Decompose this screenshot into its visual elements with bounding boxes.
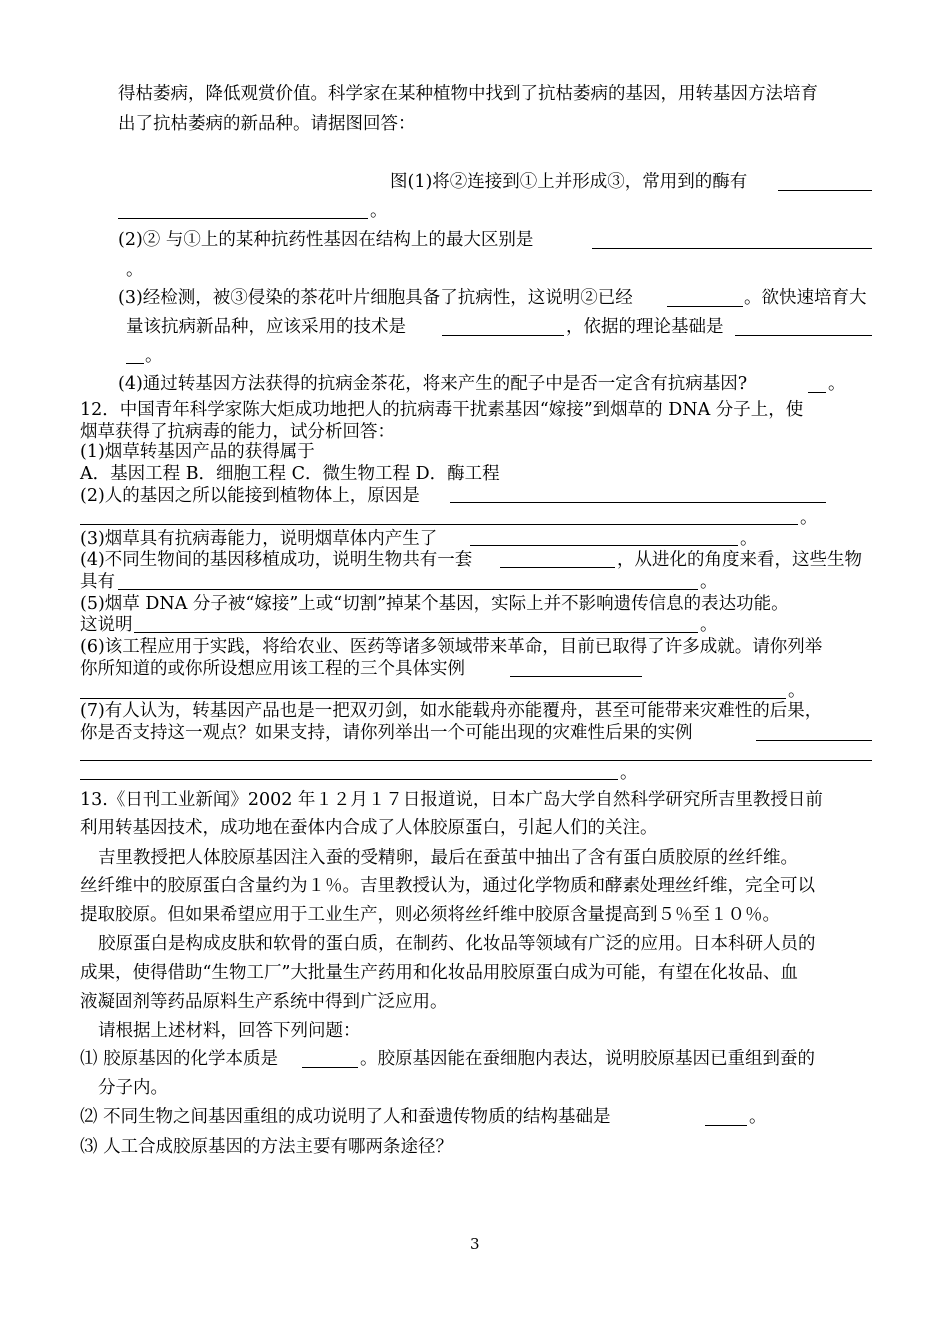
q13-line-4: 丝纤维中的胶原蛋白含量约为１％。吉里教授认为，通过化学物质和酵素处理丝纤维，完全可以 [80,876,815,896]
q12-sub3: (3)烟草具有抗病毒能力，说明烟草体内产生了 [80,529,438,549]
q12-sub5-text-a: (5)烟草 DNA 分子被“嫁接”上或“切割”掉某个基因，实际上并不影响遗传信息的表达功能。 [80,594,789,614]
q12-sub5-text-b: 这说明 [80,615,133,635]
q13-q2-text: ⑵ 不同生物之间基因重组的成功说明了人和蚕遗传物质的结构基础是 [80,1107,611,1127]
q12-sub1: (1)烟草转基因产品的获得属于 [80,442,315,462]
q11-part3-blank-a[interactable] [667,306,743,307]
q11-part1-blank-a[interactable] [778,190,872,191]
q12-sub5-end: 。 [700,615,718,635]
q13-line-2: 利用转基因技术，成功地在蚕体内合成了人体胶原蛋白，引起人们的关注。 [80,818,658,838]
q12-sub7-text-b: 你是否支持这一观点？如果支持，请你列举出一个可能出现的灾难性后果的实例 [80,723,693,743]
q12-sub6-blank-b[interactable] [80,698,786,699]
q12-sub4-text-a: (4)不同生物间的基因移植成功，说明生物共有一套 [80,550,473,570]
q13-q1-text-c: 分子内。 [98,1078,168,1098]
q12-sub6-text-b: 你所知道的或你所设想应用该工程的三个具体实例 [80,659,465,679]
q12-sub4-end: 。 [700,572,718,592]
q13-q1-blank[interactable] [302,1067,358,1068]
q13-line-9: 请根据上述材料，回答下列问题： [98,1021,361,1041]
q12-sub3-end: 。 [740,529,758,549]
q11-part3-text-a: (3)经检测，被③侵染的茶花叶片细胞具备了抗病性，这说明②已经 [118,288,633,308]
q12-sub4-text-b: ，从进化的角度来看，这些生物 [617,550,862,570]
intro-line-2: 出了抗枯萎病的新品种。请据图回答： [118,114,416,134]
q12-sub7-blank-c[interactable] [80,779,618,780]
q13-q1-text-b: 。胶原基因能在蚕细胞内表达，说明胶原基因已重组到蚕的 [360,1049,815,1069]
q13-q2-end: 。 [749,1107,767,1127]
q12-sub2: (2)人的基因之所以能接到植物体上，原因是 [80,486,420,506]
q11-part3-text-c: 量该抗病新品种，应该采用的技术是 [126,317,406,337]
q12-stem-line-1: 12．中国青年科学家陈大炬成功地把人的抗病毒干扰素基因“嫁接”到烟草的 DNA 分子上，使 [80,400,804,420]
q13-line-1: 13.《日刊工业新闻》2002 年１２月１７日报道说，日本广岛大学自然科学研究所吉里教授日前 [80,790,823,810]
page-number: 3 [470,1235,480,1253]
q11-part3-text-b: 。欲快速培育大 [744,288,867,308]
q11-part4-text: (4)通过转基因方法获得的抗病金茶花，将来产生的配子中是否一定含有抗病基因? [118,374,748,394]
q12-sub1-options: A．基因工程 B．细胞工程 C．微生物工程 D．酶工程 [80,464,500,484]
q11-part2-end: 。 [126,260,144,280]
q12-sub4-blank-a[interactable] [500,567,615,568]
q11-part2-text: (2)② 与①上的某种抗药性基因在结构上的最大区别是 [118,230,534,250]
q11-part1-text: 图(1)将②连接到①上并形成③，常用到的酶有 [390,172,748,192]
q13-line-6: 胶原蛋白是构成皮肤和软骨的蛋白质，在制药、化妆品等领域有广泛的应用。日本科研人员的 [98,934,816,954]
q11-part3-blank-d[interactable] [126,363,144,364]
q11-part2-blank[interactable] [592,248,872,249]
q13-q2-blank[interactable] [705,1125,747,1126]
q12-sub2-blank-a[interactable] [450,502,826,503]
q11-part3-end: 。 [145,346,163,366]
q12-sub4-text-c: 具有 [80,572,115,592]
q12-sub4-blank-b[interactable] [118,589,698,590]
q12-sub2-blank-b[interactable] [80,524,798,525]
q11-part3-text-d: ，依据的理论基础是 [566,317,724,337]
q11-part3-blank-c[interactable] [735,335,872,336]
q11-part1-blank-b[interactable] [118,218,368,219]
q12-sub7-end: 。 [620,763,638,783]
q13-line-8: 液凝固剂等药品原料生产系统中得到广泛应用。 [80,992,448,1012]
q12-sub2-end: 。 [800,508,818,528]
q12-sub7-text-a: (7)有人认为，转基因产品也是一把双刃剑，如水能载舟亦能覆舟，甚至可能带来灾难性的后果， [80,701,823,721]
q12-sub7-blank-b[interactable] [80,760,872,761]
q11-part1-end: 。 [370,201,388,221]
q12-sub6-end: 。 [788,681,806,701]
q11-part4-end: 。 [828,374,846,394]
q12-sub6-text-a: (6)该工程应用于实践，将给农业、医药等诸多领域带来革命，目前已取得了许多成就。请你列举 [80,637,823,657]
intro-line-1: 得枯萎病，降低观赏价值。科学家在某种植物中找到了抗枯萎病的基因，用转基因方法培育 [118,84,818,104]
q13-line-3: 吉里教授把人体胶原基因注入蚕的受精卵，最后在蚕茧中抽出了含有蛋白质胶原的丝纤维。 [98,848,798,868]
q12-sub5-blank[interactable] [134,632,698,633]
q11-part4-blank[interactable] [808,392,826,393]
q13-line-7: 成果，使得借助“生物工厂”大批量生产药用和化妆品用胶原蛋白成为可能，有望在化妆品、血 [80,963,798,983]
q12-stem-line-2: 烟草获得了抗病毒的能力，试分析回答： [80,422,395,442]
q12-sub3-blank[interactable] [470,545,738,546]
q11-part3-blank-b[interactable] [442,335,564,336]
q12-sub6-blank-a[interactable] [510,676,642,677]
q13-q3-text: ⑶ 人工合成胶原基因的方法主要有哪两条途径？ [80,1137,454,1157]
q12-sub7-blank-a[interactable] [756,740,872,741]
q13-line-5: 提取胶原。但如果希望应用于工业生产，则必须将丝纤维中胶原含量提高到５％至１０％。 [80,905,780,925]
q13-q1-text-a: ⑴ 胶原基因的化学本质是 [80,1049,279,1069]
